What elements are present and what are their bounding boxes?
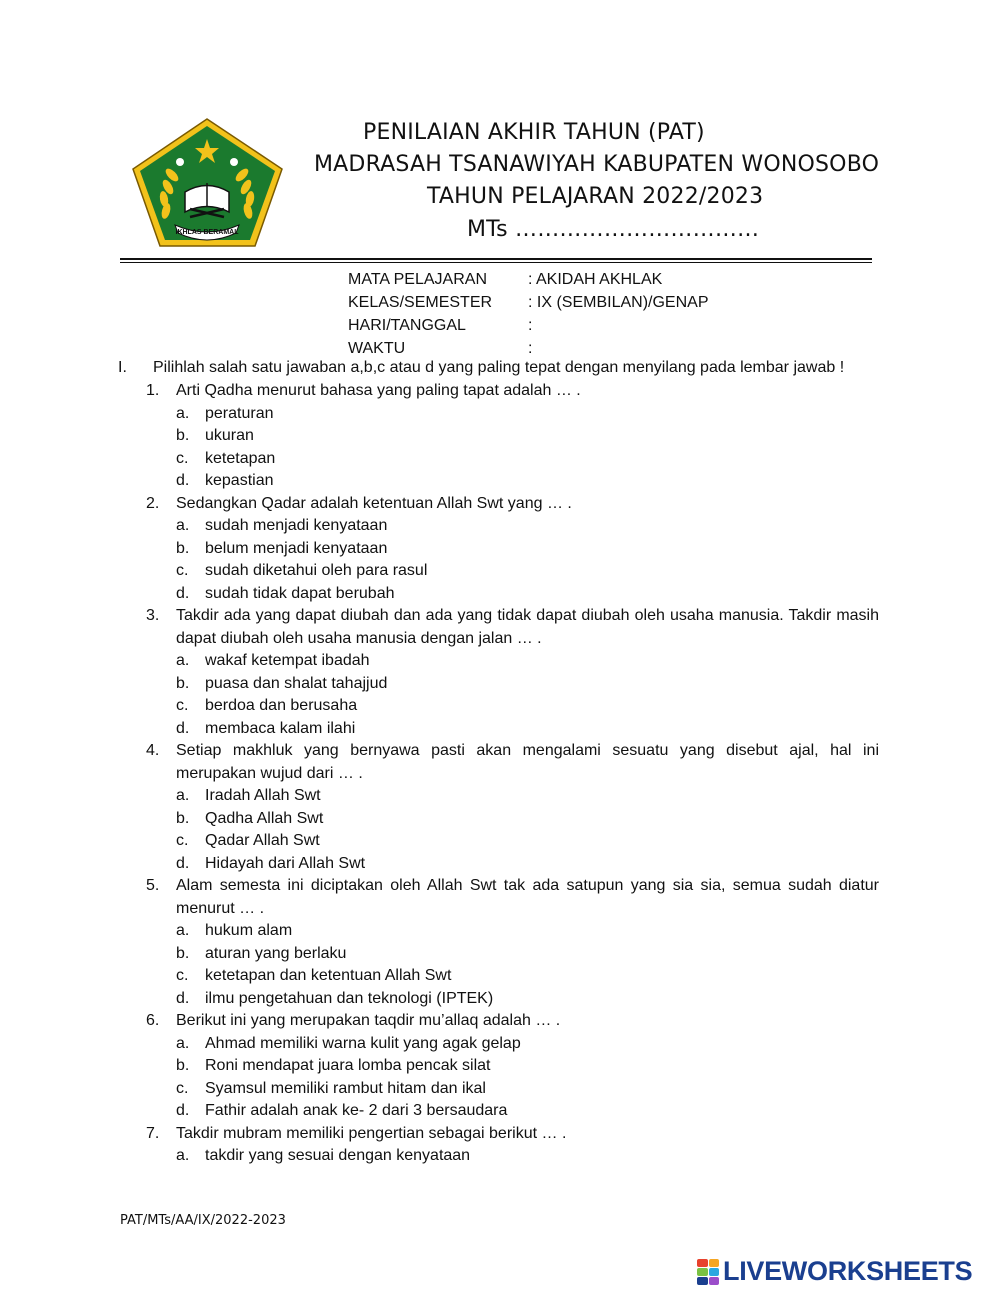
- option-text[interactable]: ketetapan: [205, 449, 276, 467]
- option-letter: a.: [176, 1147, 190, 1164]
- option-letter: a.: [176, 652, 190, 669]
- option-text[interactable]: membaca kalam ilahi: [205, 719, 356, 737]
- option-letter: b.: [176, 809, 190, 827]
- info-label: KELAS/SEMESTER: [348, 294, 493, 311]
- option-letter: d.: [176, 472, 190, 489]
- question-text: Berikut ini yang merupakan taqdir mu’allaq adalah … .: [176, 1012, 561, 1029]
- exam-info: [348, 268, 708, 360]
- option-text[interactable]: Qadha Allah Swt: [205, 809, 324, 827]
- option-letter: c.: [176, 449, 189, 467]
- question-text: Sedangkan Qadar adalah ketentuan Allah Swt yang … .: [176, 494, 572, 512]
- option-text[interactable]: sudah tidak dapat berubah: [205, 584, 395, 602]
- option-text[interactable]: ketetapan dan ketentuan Allah Swt: [205, 967, 452, 984]
- option-text[interactable]: aturan yang berlaku: [205, 944, 347, 962]
- option-letter: c.: [176, 1079, 189, 1097]
- question-number: 5.: [146, 877, 160, 894]
- option-text[interactable]: sudah menjadi kenyataan: [205, 517, 388, 534]
- question-number: 3.: [146, 607, 160, 624]
- liveworksheets-wordmark: LIVEWORKSHEETS: [723, 1256, 973, 1286]
- option-letter: a.: [176, 787, 190, 804]
- option-text[interactable]: berdoa dan berusaha: [205, 697, 358, 714]
- option-letter: c.: [176, 562, 189, 579]
- option-letter: b.: [176, 674, 190, 692]
- option-letter: b.: [176, 944, 190, 962]
- header-divider-thin: [120, 262, 872, 263]
- question-text: menurut … .: [176, 899, 265, 917]
- option-letter: b.: [176, 539, 190, 557]
- info-label: WAKTU: [348, 340, 406, 357]
- section-instruction: Pilihlah salah satu jawaban a,b,c atau d yang paling tepat dengan menyilang pada lembar jawab !: [153, 359, 845, 376]
- question-text: dapat diubah oleh usaha manusia dengan jalan … .: [176, 629, 542, 647]
- question-text: Takdir ada yang dapat diubah dan ada yang tidak dapat diubah oleh usaha manusia. Takdir masih: [176, 607, 879, 624]
- kemenag-logo-icon: [130, 117, 285, 249]
- option-text[interactable]: puasa dan shalat tahajjud: [205, 674, 388, 692]
- info-label: HARI/TANGGAL: [348, 317, 466, 334]
- info-value: :: [528, 340, 533, 357]
- header-line-1: PENILAIAN AKHIR TAHUN (PAT): [363, 120, 705, 145]
- liveworksheets-icon: [697, 1259, 719, 1285]
- question-text: Arti Qadha menurut bahasa yang paling tapat adalah … .: [176, 382, 581, 399]
- question-number: 4.: [146, 742, 160, 759]
- option-letter: c.: [176, 832, 189, 849]
- option-text[interactable]: Hidayah dari Allah Swt: [205, 854, 366, 872]
- info-row: [348, 268, 708, 291]
- option-letter: b.: [176, 1057, 190, 1074]
- option-letter: a.: [176, 1034, 190, 1052]
- option-text[interactable]: Fathir adalah anak ke- 2 dari 3 bersaudara: [205, 1102, 508, 1119]
- option-text[interactable]: Qadar Allah Swt: [205, 832, 320, 849]
- option-letter: a.: [176, 404, 190, 422]
- header-line-2: MADRASAH TSANAWIYAH KABUPATEN WONOSOBO: [314, 152, 880, 177]
- question-text: Alam semesta ini diciptakan oleh Allah Swt tak ada satupun yang sia sia, semua sudah diatur: [176, 877, 879, 894]
- info-value: : IX (SEMBILAN)/GENAP: [528, 294, 709, 311]
- liveworksheets-logo: [697, 1256, 972, 1287]
- question-number: 1.: [146, 382, 160, 399]
- option-text[interactable]: hukum alam: [205, 922, 293, 939]
- option-text[interactable]: Ahmad memiliki warna kulit yang agak gelap: [205, 1034, 521, 1052]
- header-line-3: TAHUN PELAJARAN 2022/2023: [427, 184, 764, 209]
- option-letter: a.: [176, 922, 190, 939]
- logo-motto: IKHLAS BERAMAL: [175, 229, 239, 236]
- info-row: [348, 314, 708, 337]
- option-text[interactable]: ukuran: [205, 427, 254, 444]
- question-number: 6.: [146, 1012, 160, 1029]
- info-row: [348, 291, 708, 314]
- option-text[interactable]: ilmu pengetahuan dan teknologi (IPTEK): [205, 989, 494, 1007]
- option-letter: c.: [176, 697, 189, 714]
- question-number: 2.: [146, 494, 160, 512]
- question-text: Takdir mubram memiliki pengertian sebagai berikut … .: [176, 1124, 567, 1142]
- option-letter: a.: [176, 517, 190, 534]
- option-text[interactable]: Syamsul memiliki rambut hitam dan ikal: [205, 1079, 486, 1097]
- option-letter: d.: [176, 584, 190, 602]
- question-text: merupakan wujud dari … .: [176, 764, 363, 782]
- option-letter: d.: [176, 1102, 190, 1119]
- option-text[interactable]: kepastian: [205, 472, 274, 489]
- section-number: I.: [118, 359, 127, 376]
- option-text[interactable]: takdir yang sesuai dengan kenyataan: [205, 1147, 471, 1164]
- document-code: PAT/MTs/AA/IX/2022-2023: [120, 1213, 286, 1228]
- option-letter: d.: [176, 854, 190, 872]
- header-divider: [120, 258, 872, 260]
- option-text[interactable]: peraturan: [205, 404, 274, 422]
- option-letter: d.: [176, 719, 190, 737]
- question-number: 7.: [146, 1124, 160, 1142]
- header-line-4: MTs ……………………………: [467, 217, 760, 242]
- option-text[interactable]: wakaf ketempat ibadah: [205, 652, 370, 669]
- option-text[interactable]: belum menjadi kenyataan: [205, 539, 388, 557]
- option-letter: c.: [176, 967, 189, 984]
- info-value: : AKIDAH AKHLAK: [528, 271, 663, 288]
- option-text[interactable]: Iradah Allah Swt: [205, 787, 321, 804]
- info-value: :: [528, 317, 533, 334]
- option-text[interactable]: sudah diketahui oleh para rasul: [205, 562, 428, 579]
- option-text[interactable]: Roni mendapat juara lomba pencak silat: [205, 1057, 491, 1074]
- info-label: MATA PELAJARAN: [348, 271, 487, 288]
- option-letter: b.: [176, 427, 190, 444]
- question-text: Setiap makhluk yang bernyawa pasti akan mengalami sesuatu yang disebut ajal, hal ini: [176, 742, 879, 759]
- option-letter: d.: [176, 989, 190, 1007]
